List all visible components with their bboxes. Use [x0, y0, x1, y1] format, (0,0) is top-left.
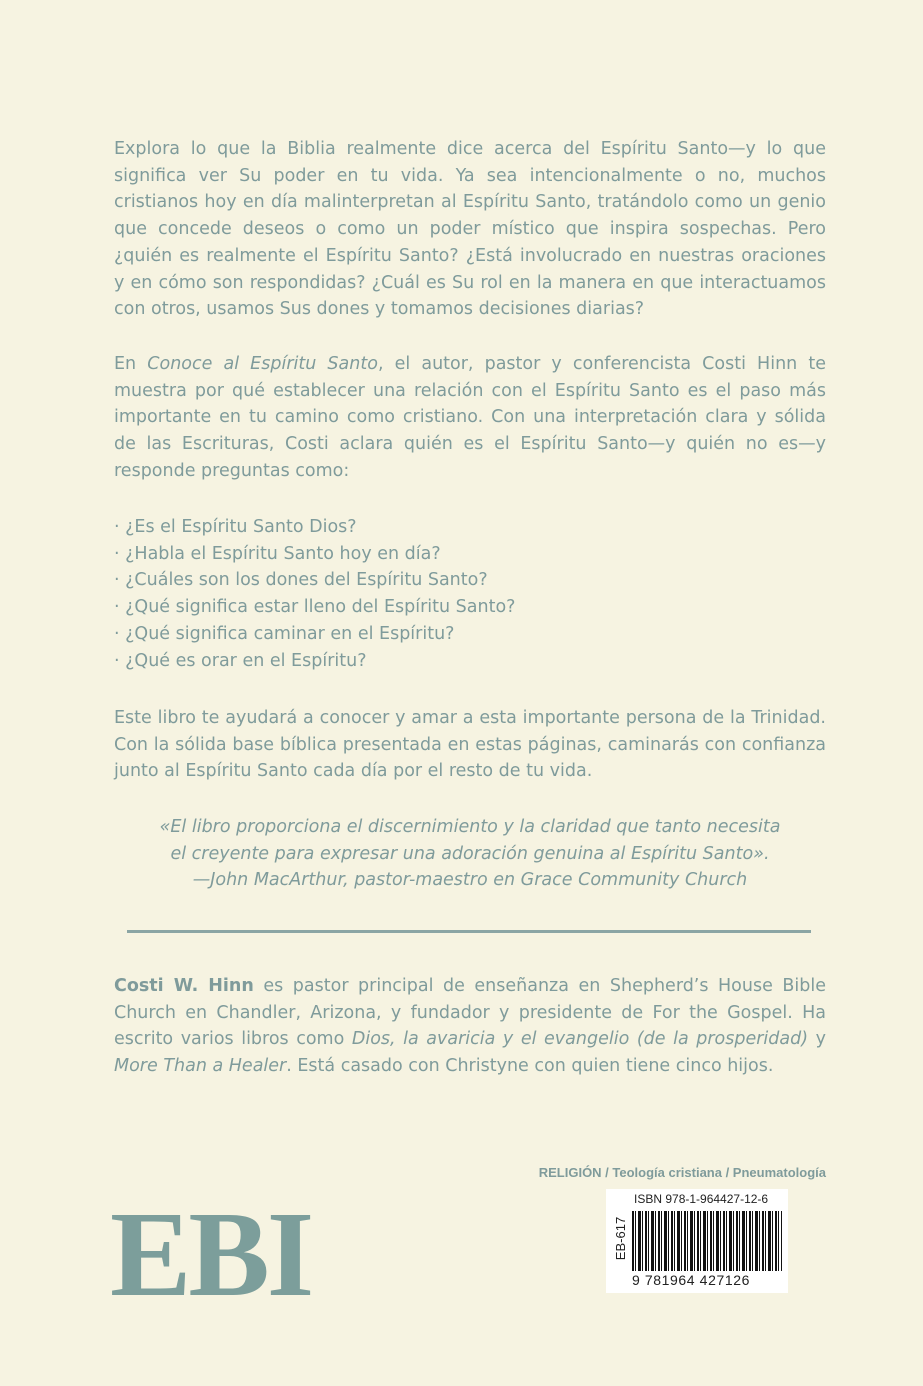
- book-title: Conoce al Espíritu Santo: [147, 354, 378, 374]
- author-bio: [114, 973, 826, 1080]
- bio-text-1: es pastor principal de enseñanza en Shepherd’s House Bible Church en Chandler, Arizona, y fundador y presidente de For the Gospel. Ha escrito varios libros como: [114, 976, 826, 1050]
- question-list: [114, 514, 826, 674]
- description-paragraph-3: [114, 705, 826, 785]
- barcode-box: [606, 1189, 788, 1293]
- paragraph-1-text: Explora lo que la Biblia realmente dice acerca del Espíritu Santo—y lo que significa ver Su poder en tu vida. Ya sea intencionalmente o no, muchos cristianos hoy en día malinterpretan al Espíritu Santo, tratándolo como un genio que concede deseos o como un poder místico que inspira sospechas. Pero ¿quién es realmente el Espíritu Santo? ¿Está involucrado en nuestras oraciones y en cómo son respondidas? ¿Cuál es Su rol en la manera en que interactuamos con otros, usamos Sus dones y tomamos decisiones diarias?: [114, 139, 826, 320]
- paragraph-2-prefix: En: [114, 354, 148, 374]
- question-item: · ¿Es el Espíritu Santo Dios?: [114, 517, 357, 537]
- author-name: Costi W. Hinn: [114, 976, 254, 996]
- bio-text-3: . Está casado con Christyne con quien tiene cinco hijos.: [286, 1056, 774, 1077]
- paragraph-3-text: Este libro te ayudará a conocer y amar a esta importante persona de la Trinidad. Con la sólida base bíblica presentada en estas páginas, caminarás con confianza junto al Espíritu Santo cada día por el resto de tu vida.: [114, 708, 826, 782]
- bio-book-1: Dios, la avaricia y el evangelio (de la prosperidad): [351, 1029, 809, 1050]
- question-item: · ¿Qué significa caminar en el Espíritu?: [114, 623, 455, 644]
- paragraph-2-rest: , el autor, pastor y conferencista Costi Hinn te muestra por qué establecer una relación con el Espíritu Santo es el paso más importante en tu camino como cristiano. Con una interpretación clara y sólida de las Escrituras, Costi aclara quién es el Espíritu Santo—y quién no es—y responde preguntas como:: [114, 354, 826, 481]
- isbn-text: ISBN 978-1-964427-12-6: [634, 1192, 769, 1206]
- quote-attribution: —John MacArthur, pastor-maestro en Grace Community Church: [192, 870, 748, 891]
- publisher-logo: EBI: [110, 1187, 312, 1322]
- quote-line-2: el creyente para expresar una adoración genuina al Espíritu Santo».: [170, 843, 770, 864]
- description-paragraph-2: [114, 351, 826, 485]
- section-divider: [127, 930, 811, 933]
- bio-text-2: y: [808, 1029, 826, 1050]
- question-item: · ¿Habla el Espíritu Santo hoy en día?: [114, 543, 441, 564]
- question-item: · ¿Qué significa estar lleno del Espíritu Santo?: [114, 597, 516, 618]
- endorsement-quote: [114, 814, 826, 894]
- description-paragraph-1: [114, 136, 826, 323]
- product-code: EB-617: [613, 1216, 629, 1261]
- question-item: · ¿Cuáles son los dones del Espíritu Santo?: [114, 570, 488, 591]
- bio-book-2: More Than a Healer: [114, 1056, 287, 1077]
- category-label: RELIGIÓN / Teología cristiana / Pneumatología: [538, 1165, 826, 1180]
- quote-line-1: «El libro proporciona el discernimiento y la claridad que tanto necesita: [159, 817, 781, 837]
- question-item: · ¿Qué es orar en el Espíritu?: [114, 650, 367, 671]
- barcode-digits: 9 781964 427126: [632, 1272, 750, 1288]
- barcode-icon: [632, 1211, 782, 1271]
